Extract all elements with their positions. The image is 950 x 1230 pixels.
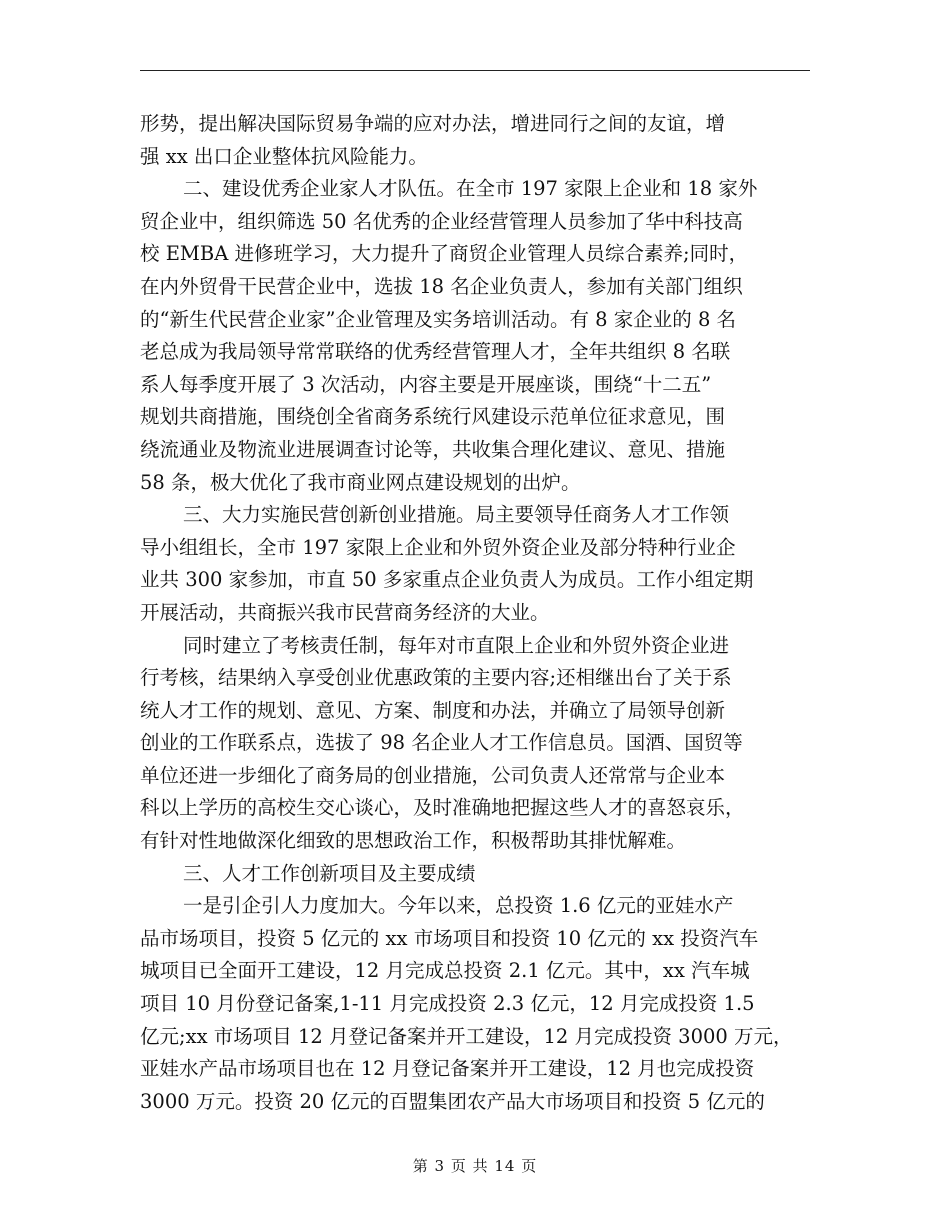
text-line: 开展活动，共商振兴我市民营商务经济的大业。 xyxy=(140,600,550,624)
text-line: 导小组组长，全市 197 家限上企业和外贸外资企业及部分特种行业企 xyxy=(140,535,736,559)
text-line: 校 EMBA 进修班学习，大力提升了商贸企业管理人员综合素养;同时， xyxy=(140,242,749,266)
document-body xyxy=(140,108,810,1118)
text-line: 单位还进一步细化了商务局的创业措施，公司负责人还常常与企业本 xyxy=(140,763,726,787)
text-line: 的“新生代民营企业家”企业管理及实务培训活动。有 8 家企业的 8 名 xyxy=(140,307,737,331)
text-line: 贸企业中，组织筛选 50 名优秀的企业经营管理人员参加了华中科技高 xyxy=(140,209,743,233)
header-rule xyxy=(140,70,810,71)
text-line: 亿元;xx 市场项目 12 月登记备案并开工建设，12 月完成投资 3000 万元， xyxy=(140,1024,793,1048)
text-line: 有针对性地做深化细致的思想政治工作，积极帮助其排忧解难。 xyxy=(140,829,687,853)
text-line: 在内外贸骨干民营企业中，选拔 18 名企业负责人，参加有关部门组织 xyxy=(140,274,743,298)
text-line: 亚娃水产品市场项目也在 12 月登记备案并开工建设，12 月也完成投资 xyxy=(140,1057,755,1081)
text-line: 品市场项目，投资 5 亿元的 xx 市场项目和投资 10 亿元的 xx 投资汽车 xyxy=(140,926,759,950)
text-line: 绕流通业及物流业进展调查讨论等，共收集合理化建议、意见、措施 xyxy=(140,437,726,461)
paragraph-first-line: 同时建立了考核责任制，每年对市直限上企业和外贸外资企业进 xyxy=(183,633,730,657)
text-line: 行考核，结果纳入享受创业优惠政策的主要内容;还相继出台了关于系 xyxy=(140,666,732,690)
text-line: 业共 300 家参加，市直 50 多家重点企业负责人为成员。工作小组定期 xyxy=(140,568,754,592)
text-line: 老总成为我局领导常常联络的优秀经营管理人才，全年共组织 8 名联 xyxy=(140,340,731,364)
text-line: 城项目已全面开工建设，12 月完成总投资 2.1 亿元。其中，xx 汽车城 xyxy=(140,959,750,983)
paragraph-first-line: 二、建设优秀企业家人才队伍。在全市 197 家限上企业和 18 家外 xyxy=(183,177,758,201)
page-number: 第 3 页 共 14 页 xyxy=(412,1157,538,1175)
text-line: 3000 万元。投资 20 亿元的百盟集团农产品大市场项目和投资 5 亿元的 xyxy=(140,1089,765,1113)
text-line: 强 xx 出口企业整体抗风险能力。 xyxy=(140,144,428,168)
text-line: 项目 10 月份登记备案,1-11 月完成投资 2.3 亿元，12 月完成投资 1.5 xyxy=(140,992,755,1016)
paragraph-first-line: 三、大力实施民营创新创业措施。局主要领导任商务人才工作领 xyxy=(183,503,730,527)
text-line: 科以上学历的高校生交心谈心，及时准确地把握这些人才的喜怒哀乐， xyxy=(140,796,745,820)
paragraph-first-line: 一是引企引人力度加大。今年以来，总投资 1.6 亿元的亚娃水产 xyxy=(183,894,734,918)
text-line: 58 条，极大优化了我市商业网点建设规划的出炉。 xyxy=(140,470,581,494)
text-line: 形势，提出解决国际贸易争端的应对办法，增进同行之间的友谊，增 xyxy=(140,112,726,135)
text-line: 规划共商措施，围绕创全省商务系统行风建设示范单位征求意见，围 xyxy=(140,405,726,429)
text-line: 创业的工作联系点，选拔了 98 名企业人才工作信息员。国酒、国贸等 xyxy=(140,731,743,755)
text-line: 系人每季度开展了 3 次活动，内容主要是开展座谈，围绕“十二五” xyxy=(140,372,712,396)
paragraph-first-line: 三、人才工作创新项目及主要成绩 xyxy=(183,861,476,885)
text-line: 统人才工作的规划、意见、方案、制度和办法，并确立了局领导创新 xyxy=(140,698,726,722)
